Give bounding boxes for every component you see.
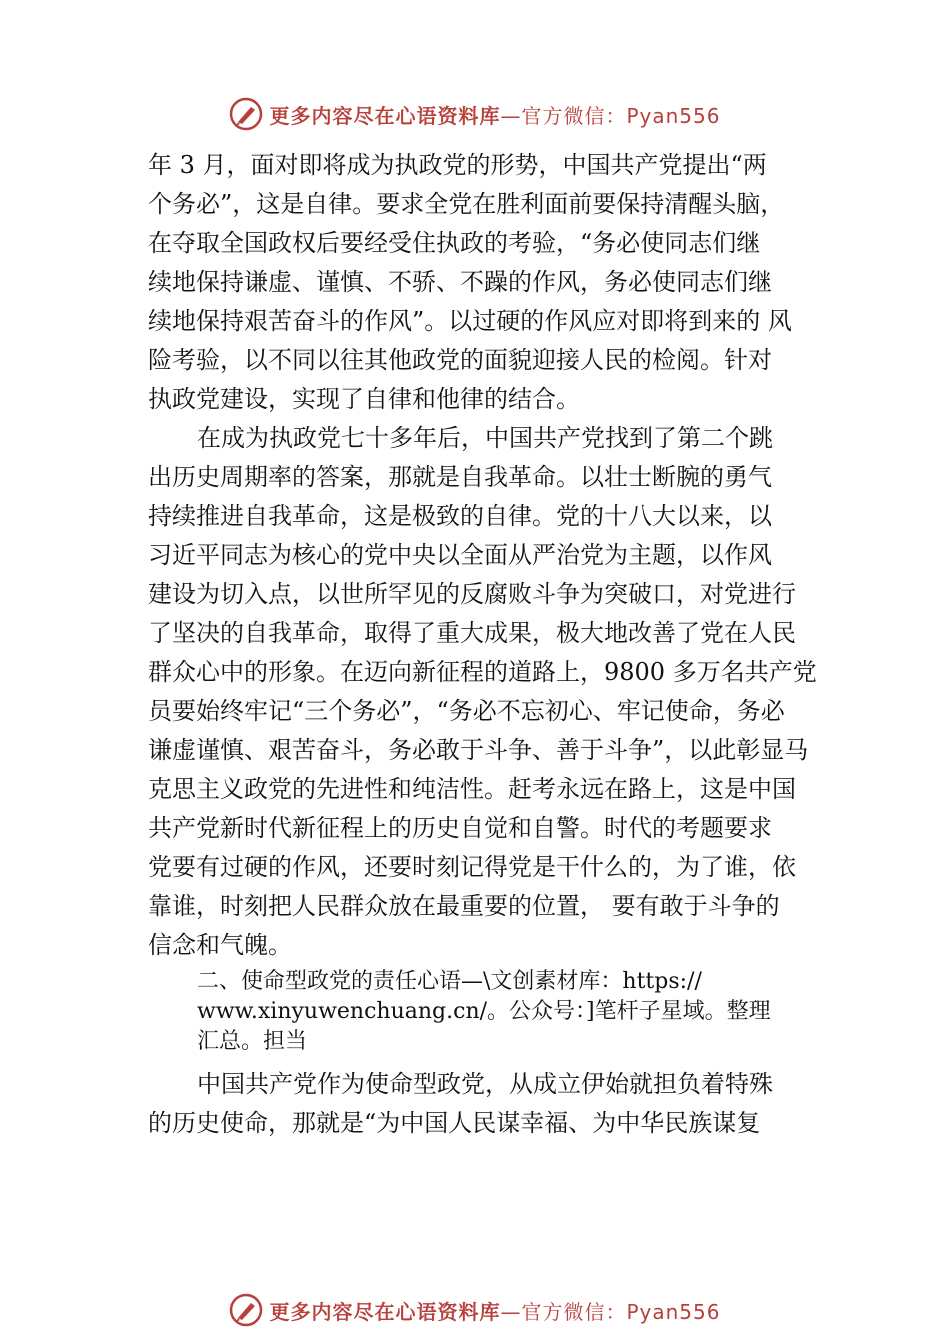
paragraph-1 <box>148 146 810 419</box>
paragraph-3 <box>148 1065 810 1143</box>
text-line: 在夺取全国政权后要经受住执政的考验，“务必使同志们继 <box>148 229 761 257</box>
pen-logo-icon <box>229 1293 263 1327</box>
text-line: 习近平同志为核心的党中央以全面从严治党为主题，以作风 <box>148 541 772 569</box>
text-line: 了坚决的自我革命，取得了重大成果，极大地改善了党在人民 <box>148 619 796 647</box>
text-line: 员要始终牢记“三个务必”，“务必不忘初心、牢记使命，务必 <box>148 697 785 725</box>
text-line: 个务必”，这是自律。要求全党在胜利面前要保持清醒头脑， <box>148 190 785 218</box>
footer-text <box>269 1296 720 1325</box>
header-brand: 更多内容尽在心语资料库 <box>269 103 501 128</box>
text-line: 克思主义政党的先进性和纯洁性。赶考永远在路上，这是中国 <box>148 775 796 803</box>
text-line: 续地保持谦虚、谨慎、不骄、不躁的作风，务必使同志们继 <box>148 268 772 296</box>
text-line: 执政党建设，实现了自律和他律的结合。 <box>148 385 580 413</box>
text-line: 持续推进自我革命，这是极致的自律。党的十八大以来，以 <box>148 502 772 530</box>
text-line: 靠谁，时刻把人民群众放在最重要的位置， 要有敢于斗争的 <box>148 892 780 920</box>
heading-line: 汇总。担当 <box>197 1029 308 1054</box>
text-line: 信念和气魄。 <box>148 931 292 959</box>
footer-banner <box>0 1290 950 1330</box>
text-line: 险考验，以不同以往其他政党的面貌迎接人民的检阅。针对 <box>148 346 772 374</box>
text-line: 建设为切入点，以世所罕见的反腐败斗争为突破口，对党进行 <box>148 580 796 608</box>
header-banner <box>0 94 950 134</box>
pen-logo-icon <box>229 97 263 131</box>
text-line: 的历史使命，那就是“为中国人民谋幸福、为中华民族谋复 <box>148 1109 761 1137</box>
text-line: 在成为执政党七十多年后，中国共产党找到了第二个跳 <box>197 424 773 452</box>
text-line: 中国共产党作为使命型政党，从成立伊始就担负着特殊 <box>197 1070 773 1098</box>
footer-brand: 更多内容尽在心语资料库 <box>269 1299 501 1324</box>
section-heading-2 <box>148 967 810 1057</box>
text-line: 谦虚谨慎、艰苦奋斗，务必敢于斗争、善于斗争”，以此彰显马 <box>148 736 809 764</box>
heading-line: 二、使命型政党的责任心语—\文创素材库：https:// <box>197 969 702 994</box>
heading-line: www.xinyuwenchuang.cn/。公众号：]笔杆子星域。整理 <box>197 999 771 1024</box>
header-wechat: —官方微信：Pyan556 <box>500 103 721 128</box>
text-line: 续地保持艰苦奋斗的作风”。以过硬的作风应对即将到来的 风 <box>148 307 792 335</box>
text-line: 年 3 月，面对即将成为执政党的形势，中国共产党提出“两 <box>148 151 767 179</box>
text-line: 出历史周期率的答案，那就是自我革命。以壮士断腕的勇气 <box>148 463 772 491</box>
footer-wechat: —官方微信：Pyan556 <box>500 1299 721 1324</box>
header-text <box>269 100 720 129</box>
text-line: 党要有过硬的作风，还要时刻记得党是干什么的，为了谁，依 <box>148 853 796 881</box>
text-line: 共产党新时代新征程上的历史自觉和自警。时代的考题要求 <box>148 814 772 842</box>
paragraph-2 <box>148 419 817 965</box>
document-body <box>148 146 817 1143</box>
text-line: 群众心中的形象。在迈向新征程的道路上，9800 多万名共产党 <box>148 658 817 686</box>
